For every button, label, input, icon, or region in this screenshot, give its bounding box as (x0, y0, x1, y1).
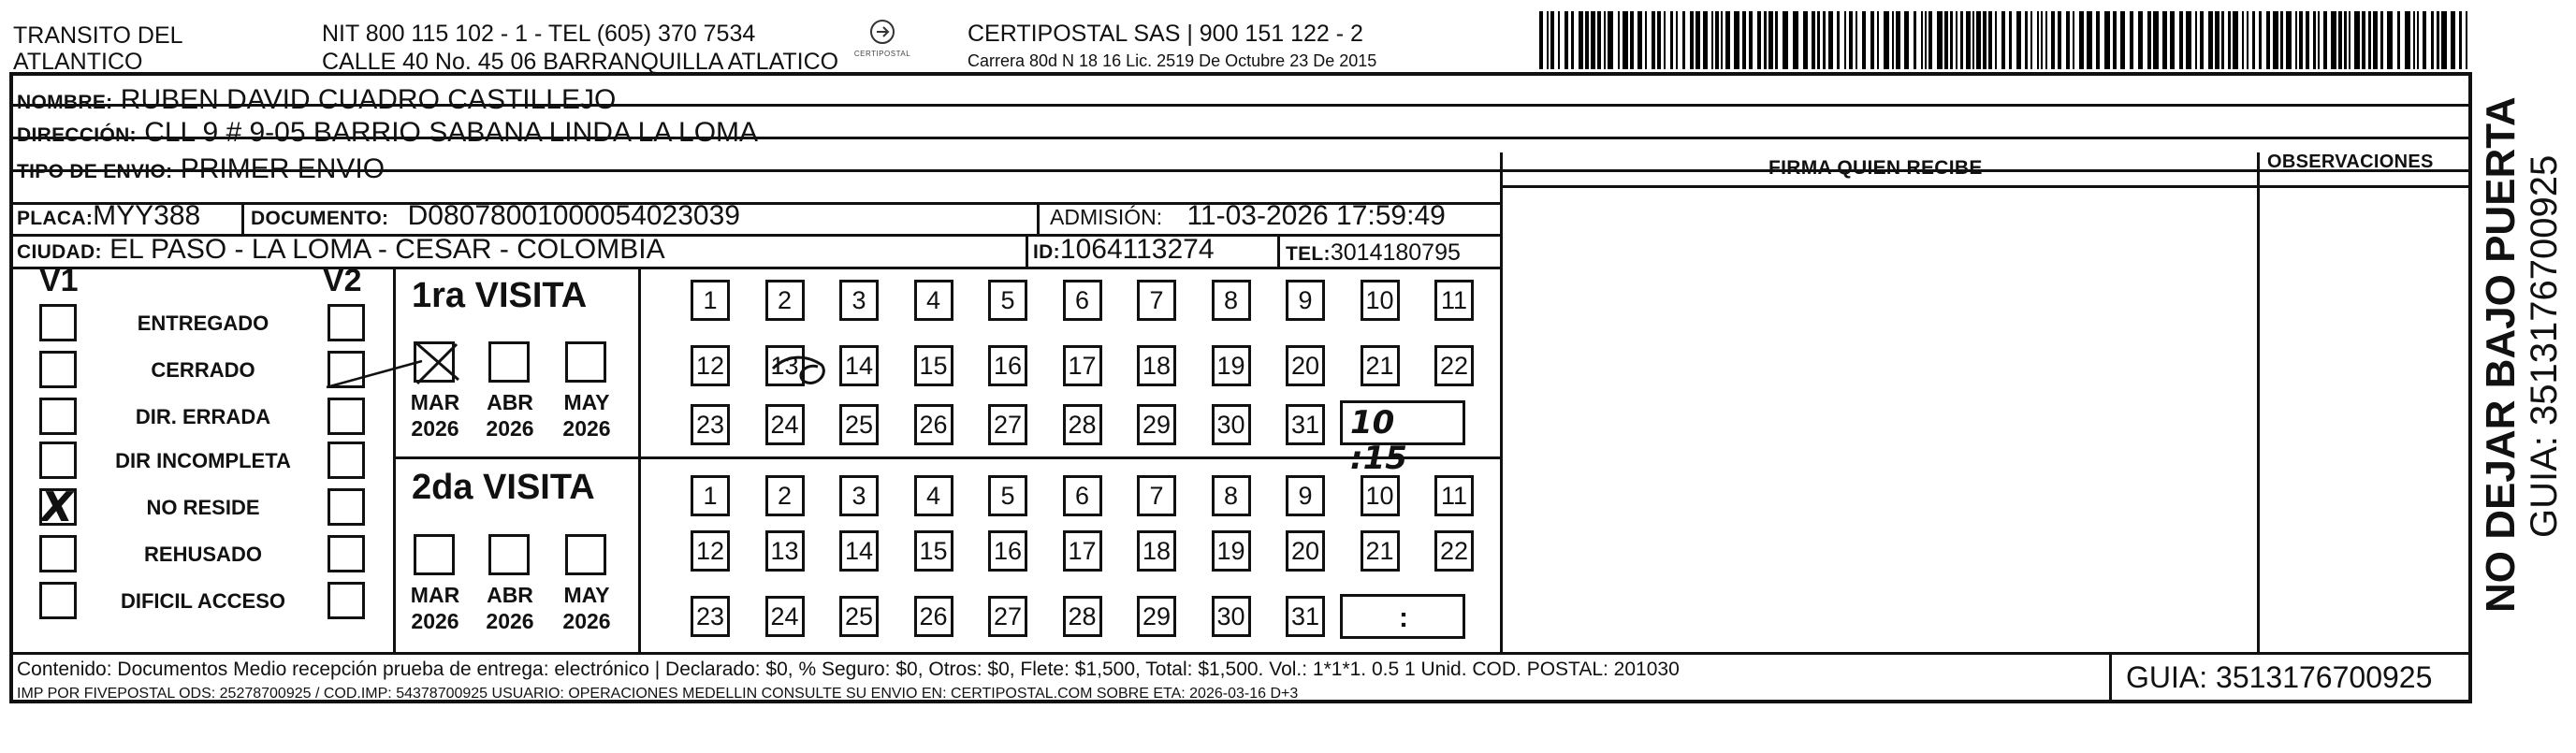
visit1-day-29[interactable]: 29 (1137, 404, 1176, 445)
visit2-title: 2da VISITA (412, 468, 595, 507)
v2-checkbox[interactable] (327, 488, 365, 526)
barcode-bar (2441, 11, 2447, 69)
direccion-label: DIRECCIÓN: (17, 124, 137, 146)
visit1-time: 10 :15 (1350, 404, 1407, 477)
barcode-bar (1565, 11, 1568, 69)
barcode-bar (1896, 11, 1900, 69)
barcode-bar (2153, 11, 2159, 69)
barcode (1539, 11, 2475, 69)
barcode-bar (2313, 11, 2316, 69)
barcode-bar (1783, 11, 1788, 69)
visit2-day-25[interactable]: 25 (839, 596, 879, 637)
barcode-bar (1823, 11, 1826, 69)
barcode-bar (1944, 11, 1948, 69)
barcode-bar (1877, 11, 1879, 69)
barcode-bar (1645, 11, 1647, 69)
barcode-bar (2170, 11, 2175, 69)
visit1-day-16[interactable]: 16 (988, 345, 1027, 386)
visit2-month-checkbox[interactable] (565, 534, 606, 575)
barcode-bar (1637, 11, 1642, 69)
visit2-day-13[interactable]: 13 (765, 530, 805, 572)
visit2-month-name: ABR (487, 583, 533, 607)
barcode-bar (2233, 11, 2238, 69)
visit1-day-31[interactable]: 31 (1286, 404, 1325, 445)
v1-checkbox[interactable] (39, 582, 77, 619)
v1-checkbox[interactable] (39, 304, 77, 341)
visit2-day-11[interactable]: 11 (1434, 475, 1474, 516)
nombre-label: NOMBRE: (17, 92, 113, 113)
barcode-bar (2280, 11, 2283, 69)
barcode-bar (2431, 11, 2434, 69)
documento-label: DOCUMENTO: (251, 208, 389, 229)
visit2-day-21[interactable]: 21 (1361, 530, 1400, 572)
barcode-bar (2138, 11, 2143, 69)
barcode-bar (1558, 11, 1560, 69)
v1-checkbox[interactable] (39, 351, 77, 388)
visit1-day-18[interactable]: 18 (1137, 345, 1176, 386)
contenido-line: Contenido: Documentos Medio recepción prueba de entrega: electrónico | Declarado: $0, % Seguro: $0, Otros: $0, Flete: $1,500, Total: $1,500. Vol.: 1*1*1. 0.5 1 Unid. COD. POSTAL: 201030 (17, 659, 1680, 680)
barcode-bar (1630, 11, 1634, 69)
barcode-bar (2368, 11, 2371, 69)
barcode-bar (2009, 11, 2012, 69)
barcode-bar (2318, 11, 2320, 69)
barcode-bar (2417, 11, 2419, 69)
address-line: CALLE 40 No. 45 06 BARRANQUILLA ATLATICO (322, 49, 839, 75)
visit1-day-15[interactable]: 15 (914, 345, 953, 386)
barcode-bar (1547, 11, 1549, 69)
barcode-bar (2051, 11, 2055, 69)
barcode-bar (2041, 11, 2043, 69)
barcode-bar (1652, 11, 1655, 69)
barcode-bar (2242, 11, 2244, 69)
barcode-bar (1585, 11, 1589, 69)
documento-value: D08078001000054023039 (407, 200, 740, 231)
visit2-day-1[interactable]: 1 (691, 475, 730, 516)
visit1-day-14[interactable]: 14 (839, 345, 879, 386)
visit1-day-25[interactable]: 25 (839, 404, 879, 445)
visit2-day-18[interactable]: 18 (1137, 530, 1176, 572)
visit2-day-24[interactable]: 24 (765, 596, 805, 637)
barcode-bar (1817, 11, 1820, 69)
visit2-day-6[interactable]: 6 (1063, 475, 1102, 516)
visit2-day-29[interactable]: 29 (1137, 596, 1176, 637)
barcode-bar (1884, 11, 1889, 69)
company-name (13, 22, 183, 75)
visit2-day-20[interactable]: 20 (1286, 530, 1325, 572)
placa-value: MYY388 (93, 200, 201, 231)
v1-checkbox[interactable] (39, 398, 77, 435)
barcode-bar (1856, 11, 1857, 69)
v1-checkbox[interactable] (39, 535, 77, 572)
barcode-bar (2423, 11, 2426, 69)
barcode-bar (2354, 11, 2360, 69)
documento-row (251, 200, 740, 235)
visit1-day-26[interactable]: 26 (914, 404, 953, 445)
company-name-line2: ATLANTICO (13, 49, 143, 75)
barcode-bar (2200, 11, 2204, 69)
id-label: ID: (1033, 241, 1060, 263)
barcode-bar (1571, 11, 1574, 69)
barcode-bar (1764, 11, 1767, 69)
visit1-month-name: ABR (487, 390, 533, 414)
barcode-bar (1775, 11, 1778, 69)
barcode-bar (1904, 11, 1909, 69)
barcode-bar (2162, 11, 2167, 69)
direccion-value: CLL 9 # 9-05 BARRIO SABANA LINDA LA LOMA (144, 117, 759, 148)
barcode-bar (1682, 11, 1685, 69)
visit2-day-4[interactable]: 4 (914, 475, 953, 516)
v1-header: V1 (39, 263, 79, 298)
barcode-bar (2030, 11, 2032, 69)
barcode-bar (2451, 11, 2455, 69)
visit2-day-30[interactable]: 30 (1212, 596, 1251, 637)
barcode-bar (1664, 11, 1666, 69)
direccion-row (17, 117, 758, 152)
status-option-label: REHUSADO (144, 543, 262, 566)
visit2-day-15[interactable]: 15 (914, 530, 953, 572)
barcode-bar (1966, 11, 1971, 69)
barcode-bar (2437, 11, 2439, 69)
barcode-bar (1721, 11, 1723, 69)
barcode-bar (2247, 11, 2249, 69)
tel-value: 3014180795 (1330, 239, 1461, 266)
visit1-day-30[interactable]: 30 (1212, 404, 1251, 445)
visit1-day-10[interactable]: 10 (1361, 280, 1400, 321)
visit2-day-16[interactable]: 16 (988, 530, 1027, 572)
barcode-bar (1956, 11, 1957, 69)
barcode-bar (1972, 11, 1974, 69)
barcode-bar (1995, 11, 1997, 69)
barcode-bar (1960, 11, 1963, 69)
imp-line: IMP POR FIVEPOSTAL ODS: 25278700925 / COD.IMP: 54378700925 USUARIO: OPERACIONES MEDELLIN CONSULTE SU ENVIO EN: CERTIPOSTAL.COM SOBRE ETA: 2026-03-16 D+3 (17, 686, 1299, 702)
visit1-day-13[interactable]: 13 (765, 345, 805, 386)
status-option-label: DIR INCOMPLETA (115, 449, 291, 472)
visit2-day-3[interactable]: 3 (839, 475, 879, 516)
id-value: 1064113274 (1059, 234, 1215, 265)
barcode-bar (2096, 11, 2100, 69)
barcode-bar (2459, 11, 2462, 69)
visit1-day-21[interactable]: 21 (1361, 345, 1400, 386)
visit1-day-4[interactable]: 4 (914, 280, 953, 321)
visit2-day-17[interactable]: 17 (1063, 530, 1102, 572)
visit2-month-year: 2026 (411, 609, 459, 633)
nombre-row (17, 84, 616, 119)
barcode-bar (2016, 11, 2021, 69)
visit1-title: 1ra VISITA (412, 276, 588, 315)
barcode-bar (1676, 11, 1678, 69)
v2-checkbox[interactable] (327, 535, 365, 572)
visit1-day-17[interactable]: 17 (1063, 345, 1102, 386)
status-option-label: ENTREGADO (137, 311, 269, 335)
barcode-bar (2130, 11, 2133, 69)
barcode-bar (1539, 11, 1543, 69)
barcode-bar (2266, 11, 2270, 69)
visit1-month-year: 2026 (411, 416, 459, 441)
barcode-bar (1844, 11, 1846, 69)
barcode-bar (2179, 11, 2183, 69)
barcode-bar (1742, 11, 1746, 69)
tel-row (1286, 237, 1461, 270)
barcode-bar (1623, 11, 1628, 69)
visit1-day-24[interactable]: 24 (765, 404, 805, 445)
company-contact (322, 21, 838, 75)
barcode-bar (1768, 11, 1773, 69)
visit2-day-14[interactable]: 14 (839, 530, 879, 572)
visit1-day-12[interactable]: 12 (691, 345, 730, 386)
barcode-bar (1849, 11, 1853, 69)
barcode-bar (2215, 11, 2219, 69)
barcode-bar (1696, 11, 1700, 69)
barcode-bar (2087, 11, 2092, 69)
barcode-bar (1793, 11, 1798, 69)
visit1-day-9[interactable]: 9 (1286, 280, 1325, 321)
status-option-label: NO RESIDE (146, 496, 260, 519)
barcode-bar (1703, 11, 1708, 69)
visit1-day-5[interactable]: 5 (988, 280, 1027, 321)
certipostal-info (968, 21, 1376, 71)
admision-value: 11-03-2026 17:59:49 (1186, 200, 1446, 231)
nombre-value: RUBEN DAVID CUADRO CASTILLEJO (120, 84, 617, 115)
v2-checkbox[interactable] (327, 582, 365, 619)
barcode-bar (1725, 11, 1730, 69)
tel-label: TEL: (1286, 243, 1331, 265)
barcode-bar (2344, 11, 2347, 69)
visit2-day-28[interactable]: 28 (1063, 596, 1102, 637)
placa-row (17, 200, 200, 235)
barcode-bar (2331, 11, 2336, 69)
visit1-day-19[interactable]: 19 (1212, 345, 1251, 386)
barcode-bar (1892, 11, 1894, 69)
status-option-label: DIFICIL ACCESO (120, 589, 285, 613)
barcode-bar (1618, 11, 1620, 69)
barcode-bar (2073, 11, 2074, 69)
barcode-bar (2058, 11, 2061, 69)
visit2-day-23[interactable]: 23 (691, 596, 730, 637)
placa-label: PLACA: (17, 208, 94, 229)
barcode-bar (1734, 11, 1739, 69)
barcode-bar (2306, 11, 2309, 69)
barcode-bar (1597, 11, 1601, 69)
visit2-month-name: MAY (563, 583, 610, 607)
barcode-bar (2323, 11, 2327, 69)
tipo-envio-row (17, 153, 385, 188)
visit2-day-27[interactable]: 27 (988, 596, 1027, 637)
barcode-bar (2380, 11, 2383, 69)
visit1-day-23[interactable]: 23 (691, 404, 730, 445)
barcode-bar (2286, 11, 2292, 69)
visit1-month-checkbox[interactable] (488, 341, 530, 383)
barcode-bar (1591, 11, 1595, 69)
barcode-bar (1988, 11, 1992, 69)
barcode-bar (2045, 11, 2047, 69)
barcode-bar (2208, 11, 2213, 69)
barcode-bar (2295, 11, 2297, 69)
nit-line: NIT 800 115 102 - 1 - TEL (605) 370 7534 (322, 21, 756, 47)
barcode-bar (2079, 11, 2084, 69)
guia-box: GUIA: 3513176700925 (2126, 660, 2433, 694)
visit1-month-year: 2026 (486, 416, 534, 441)
barcode-bar (1921, 11, 1923, 69)
v2-checkbox[interactable] (327, 398, 365, 435)
visit2-day-12[interactable]: 12 (691, 530, 730, 572)
visit1-day-28[interactable]: 28 (1063, 404, 1102, 445)
tipo-envio-value: PRIMER ENVIO (180, 153, 386, 184)
barcode-bar (2025, 11, 2028, 69)
visit2-day-2[interactable]: 2 (765, 475, 805, 516)
visit1-day-27[interactable]: 27 (988, 404, 1027, 445)
visit1-month-checkbox[interactable] (565, 341, 606, 383)
certipostal-logo-text: CERTIPOSTAL (853, 50, 911, 58)
barcode-bar (2037, 11, 2039, 69)
barcode-bar (1812, 11, 1815, 69)
visit1-day-6[interactable]: 6 (1063, 280, 1102, 321)
barcode-bar (2373, 11, 2378, 69)
barcode-bar (2299, 11, 2303, 69)
barcode-bar (2338, 11, 2342, 69)
barcode-bar (2405, 11, 2410, 69)
barcode-bar (1937, 11, 1943, 69)
no-dejar-bajo-puerta: NO DEJAR BAJO PUERTA (2478, 96, 2524, 613)
visit2-day-8[interactable]: 8 (1212, 475, 1251, 516)
visit1-month-year: 2026 (562, 416, 611, 441)
barcode-bar (1749, 11, 1753, 69)
id-row (1033, 234, 1215, 268)
barcode-bar (2147, 11, 2151, 69)
barcode-bar (1604, 11, 1606, 69)
v2-header: V2 (323, 263, 362, 298)
barcode-bar (2259, 11, 2262, 69)
barcode-bar (1579, 11, 1583, 69)
visit2-month-checkbox[interactable] (414, 534, 455, 575)
visit2-month-year: 2026 (562, 609, 611, 633)
barcode-bar (1711, 11, 1713, 69)
visit2-day-9[interactable]: 9 (1286, 475, 1325, 516)
visit2-time: : (1399, 602, 1408, 633)
barcode-bar (1976, 11, 1981, 69)
visit1-month-name: MAR (410, 390, 460, 414)
v1-checkbox[interactable] (39, 442, 77, 479)
barcode-bar (2252, 11, 2255, 69)
barcode-bar (2362, 11, 2365, 69)
barcode-bar (1837, 11, 1840, 69)
visit2-month-name: MAR (410, 583, 460, 607)
visit1-day-3[interactable]: 3 (839, 280, 879, 321)
status-option-label: DIR. ERRADA (135, 405, 271, 428)
visit2-day-22[interactable]: 22 (1434, 530, 1474, 572)
visit2-day-10[interactable]: 10 (1361, 475, 1400, 516)
barcode-bar (2228, 11, 2231, 69)
visit2-day-7[interactable]: 7 (1137, 475, 1176, 516)
barcode-bar (2104, 11, 2110, 69)
barcode-bar (1928, 11, 1932, 69)
visit1-time-box (1340, 400, 1465, 477)
barcode-bar (1715, 11, 1719, 69)
admision-row (1050, 200, 1446, 233)
barcode-bar (2387, 11, 2393, 69)
visit2-day-19[interactable]: 19 (1212, 530, 1251, 572)
visit1-day-22[interactable]: 22 (1434, 345, 1474, 386)
visit2-day-26[interactable]: 26 (914, 596, 953, 637)
visit2-month-checkbox[interactable] (488, 534, 530, 575)
visit1-day-11[interactable]: 11 (1434, 280, 1474, 321)
barcode-bar (2349, 11, 2350, 69)
company-name-line1: TRANSITO DEL (13, 22, 183, 49)
barcode-bar (2466, 11, 2467, 69)
barcode-bar (1608, 11, 1613, 69)
visit2-day-5[interactable]: 5 (988, 475, 1027, 516)
status-option-label: CERRADO (151, 358, 255, 382)
barcode-bar (2066, 11, 2070, 69)
barcode-bar (1803, 11, 1808, 69)
barcode-bar (2186, 11, 2191, 69)
barcode-bar (1690, 11, 1694, 69)
guia-vertical: GUIA: 3513176700925 (2524, 154, 2565, 538)
ciudad-label: CIUDAD: (17, 241, 102, 263)
barcode-bar (1828, 11, 1833, 69)
ciudad-value: EL PASO - LA LOMA - CESAR - COLOMBIA (109, 234, 665, 265)
visit1-day13-scribble (767, 346, 833, 393)
barcode-bar (1950, 11, 1953, 69)
visit1-day-2[interactable]: 2 (765, 280, 805, 321)
v1-no-reside-mark: X (41, 484, 73, 531)
visit1-day-1[interactable]: 1 (691, 280, 730, 321)
barcode-bar (2397, 11, 2400, 69)
barcode-bar (1983, 11, 1987, 69)
barcode-bar (1550, 11, 1554, 69)
visit1-day-8[interactable]: 8 (1212, 280, 1251, 321)
barcode-bar (2195, 11, 2197, 69)
barcode-bar (2001, 11, 2005, 69)
visit2-day-31[interactable]: 31 (1286, 596, 1325, 637)
certipostal-logo-icon (866, 19, 899, 45)
admision-label: ADMISIÓN: (1050, 205, 1163, 229)
v2-cerrado-stroke (323, 355, 426, 393)
barcode-bar (2273, 11, 2278, 69)
barcode-bar (2221, 11, 2224, 69)
certipostal-logo (845, 19, 920, 67)
visit1-month-name: MAY (563, 390, 610, 414)
tipo-envio-label: TIPO DE ENVIO: (17, 161, 173, 182)
v2-checkbox[interactable] (327, 442, 365, 479)
visit1-day-20[interactable]: 20 (1286, 345, 1325, 386)
barcode-bar (1657, 11, 1661, 69)
barcode-bar (1925, 11, 1927, 69)
observaciones-label: OBSERVACIONES (2267, 152, 2434, 172)
license-line: Carrera 80d N 18 16 Lic. 2519 De Octubre 23 De 2015 (968, 51, 1377, 70)
barcode-bar (2413, 11, 2415, 69)
visit1-day-7[interactable]: 7 (1137, 280, 1176, 321)
barcode-bar (1914, 11, 1916, 69)
barcode-bar (1870, 11, 1874, 69)
firma-label: FIRMA QUIEN RECIBE (1768, 157, 1983, 179)
v2-checkbox[interactable] (327, 304, 365, 341)
barcode-graphic (1539, 11, 2475, 69)
visit2-time-box (1340, 594, 1465, 639)
certipostal-line: CERTIPOSTAL SAS | 900 151 122 - 2 (968, 21, 1363, 47)
barcode-bar (1670, 11, 1673, 69)
barcode-bar (2113, 11, 2117, 69)
barcode-bar (2120, 11, 2125, 69)
visit2-month-year: 2026 (486, 609, 534, 633)
barcode-bar (1757, 11, 1761, 69)
barcode-bar (1862, 11, 1866, 69)
